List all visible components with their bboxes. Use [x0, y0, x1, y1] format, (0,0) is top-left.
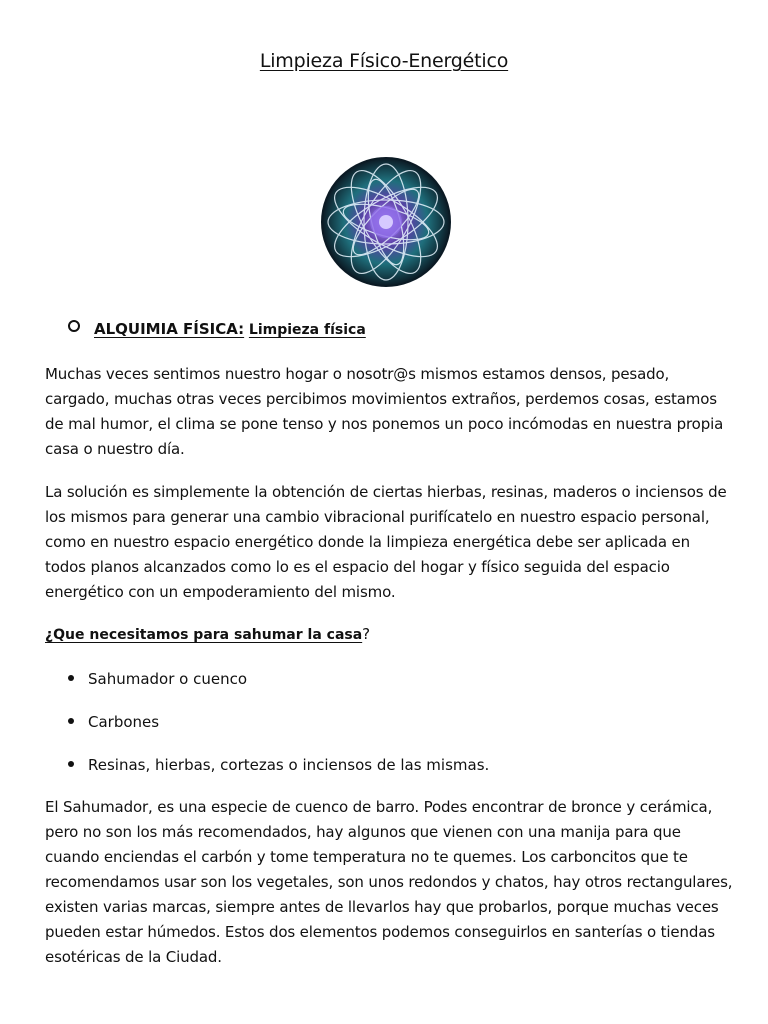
- paragraph-2: La solución es simplemente la obtención de ciertas hierbas, resinas, maderos o inciensos de los mismos para generar una cambio vibracional purifícatelo en nuestro espacio personal, como en nuestro espacio energético donde la limpieza energética debe ser aplicada en todos planos alcanzados como lo es el espacio del hogar y físico seguida del espacio energético con un empoderamiento del mismo.: [45, 483, 727, 601]
- list-item-text: Carbones: [88, 713, 160, 731]
- paragraph-3: El Sahumador, es una especie de cuenco de barro. Podes encontrar de bronce y cerámica, pero no son los más recomendados, hay algunos que vienen con una manija para que cuando enciendas el carbón y tome temperatura no te quemes. Los carboncitos que te recomendamos usar son los vegetales, son unos redondos y chatos, hay otros rectangulares, existen varias marcas, siempre antes de llevarlos hay que probarlos, porque muchas veces pueden estar húmedos. Estos dos elementos podemos conseguirlos en santerías o tiendas esotéricas de la Ciudad.: [45, 798, 733, 966]
- question-mark: ?: [362, 625, 371, 643]
- list-item: [68, 753, 489, 796]
- supplies-list: [68, 667, 489, 796]
- section-heading-label: ALQUIMIA FÍSICA:: [94, 320, 245, 338]
- bullet-icon: [68, 718, 74, 724]
- paragraph-1: Muchas veces sentimos nuestro hogar o nosotr@s mismos estamos densos, pesado, cargado, muchas otras veces percibimos movimientos extraños, perdemos cosas, estamos de mal humor, el clima se pone tenso y nos ponemos un poco incómodas en nuestra propia casa o nuestro día.: [45, 365, 724, 458]
- list-item: [68, 710, 489, 753]
- document-title: Limpieza Físico-Energético: [259, 50, 509, 72]
- list-item: [68, 667, 489, 710]
- question-text: ¿Que necesitamos para sahumar la casa: [45, 627, 363, 643]
- mandala-image: [321, 157, 451, 287]
- circle-bullet-icon: [68, 320, 80, 332]
- list-item-text: Sahumador o cuenco: [88, 670, 248, 688]
- section-heading: [68, 320, 366, 338]
- bullet-icon: [68, 675, 74, 681]
- list-item-text: Resinas, hierbas, cortezas o inciensos de las mismas.: [88, 756, 490, 774]
- bullet-icon: [68, 761, 74, 767]
- section-subheading: Limpieza física: [248, 322, 366, 338]
- question-heading: [45, 625, 370, 643]
